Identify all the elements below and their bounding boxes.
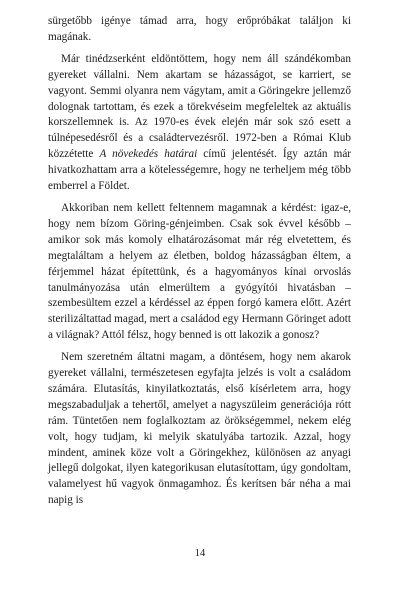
text-run: című jelentését. Így aztán már hivatkozhattam arra a kötelességemre, hogy ne terheljem még több emberrel a Földet. [48,148,352,193]
text-run: sürgetőbb igénye támad arra, hogy erőpróbákat találjon ki magának. [48,15,351,43]
text-run: Akkoriban nem kellett feltennem magamnak a kérdést: igaz-e, hogy nem bízom Göring-génjeimben. Csak sok évvel később – amikor sok más komoly elhatározásomat már rég elvetettem, és megtaláltam a helyem az életben, boldog házasságban éltem, a férjemmel házat építettünk, és a hagyományos kínai orvoslás tanulmányozása után elmerültem a gyógyítói hivatásban – szembesültem ezzel a kérdéssel az éppen forgó kamera előtt. Azért sterilizáltattad magad, mert a családod egy Hermann Göringet adott a világnak? Attól félsz, hogy benned is ott lakozik a gonosz? [48,201,351,342]
book-page [48,14,351,509]
body-text [48,14,351,509]
paragraph [48,201,351,344]
book-title-italic: A növekedés határai [99,148,198,161]
text-run: Már tinédzserként eldöntöttem, hogy nem áll szándékomban gyereket vállalni. Nem akartam se házasságot, se karriert, se vagyont. Semmi olyanra nem vágytam, amit a Göringekre jellemző dolognak tartottam, és ezek a törekvéseim megfeleltek az aktuális korszellemnek is. Az 1970-es évek elején már sok szó esett a túlnépesedésről és a családtervezésről. 1972-ben a Római Klub közzétette [48,52,351,161]
paragraph [48,52,351,195]
text-run: Nem szeretném áltatni magam, a döntésem, hogy nem akarok gyereket vállalni, természetesen egyfajta jelzés is volt a családom számára. Elutasítás, kinyilatkoztatás, első kísérletem arra, hogy megszabaduljak a tehertől, amelyet a nagyszüleim generációja rótt rám. Tüntetően nem foglalkoztam az örökségemmel, nekem elég volt, hogy tudjam, ki melyik skatulyába tartozik. Azzal, hogy mindent, aminek köze volt a Göringekhez, különösen az anyagi jellegű dolgokat, ilyen kategorikusan elutasítottam, úgy gondoltam, valamelyest hű vagyok önmagamhoz. És kerítsen bár néha a mai napig is [48,351,351,507]
page-number: 14 [194,548,206,559]
paragraph [48,350,351,509]
paragraph [48,14,351,46]
